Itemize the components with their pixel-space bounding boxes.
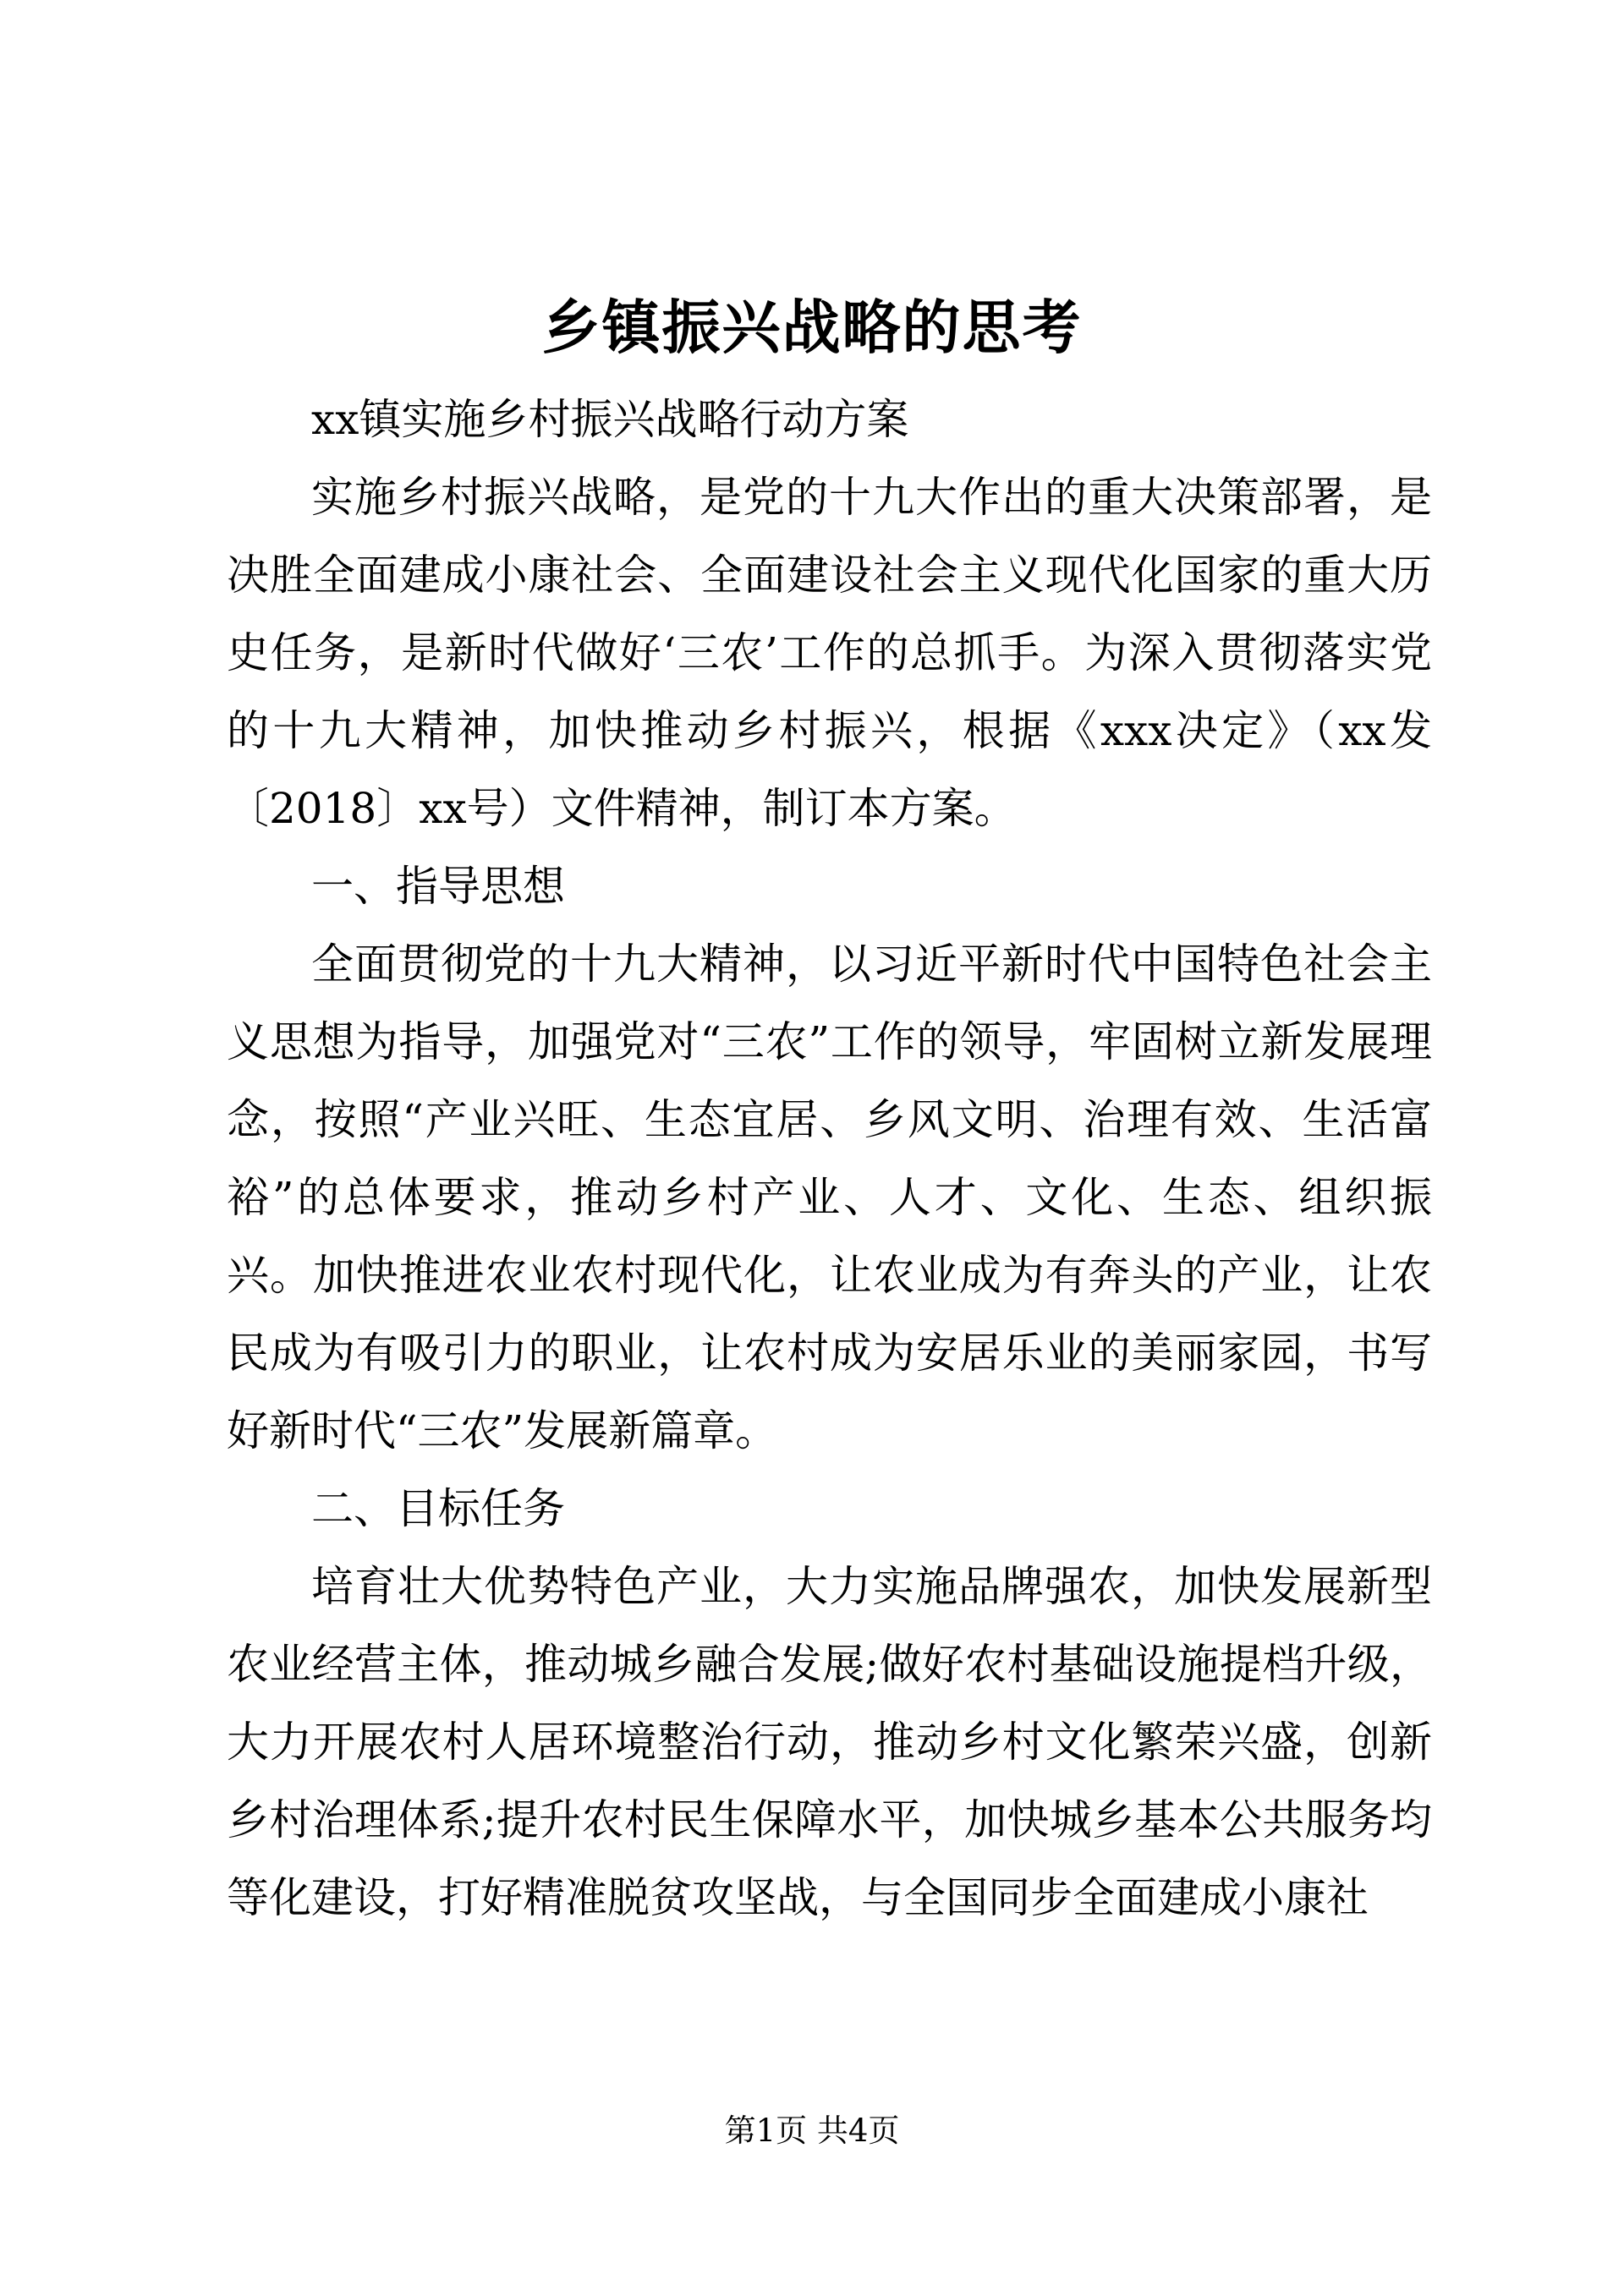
document-body (227, 381, 1432, 1937)
subtitle-paragraph: xx镇实施乡村振兴战略行动方案 (311, 395, 909, 444)
document-title: 乡镇振兴战略的思考 (541, 293, 1083, 362)
page-footer: 第1页 共4页 (724, 2112, 900, 2149)
intro-paragraph: 实施乡村振兴战略，是党的十九大作出的重大决策部署，是决胜全面建成小康社会、全面建设社会主义现代化国家的重大历史任务，是新时代做好‘三农’工作的总抓手。为深入贯彻落实党的十九大精神，加快推动乡村振兴，根据《xxx决定》（xx发〔2018〕xx号）文件精神，制订本方案。 (227, 473, 1432, 833)
goals-paragraph: 培育壮大优势特色产业，大力实施品牌强农，加快发展新型农业经营主体，推动城乡融合发展;做好农村基础设施提档升级，大力开展农村人居环境整治行动，推动乡村文化繁荣兴盛，创新乡村治理体系;提升农村民生保障水平，加快城乡基本公共服务均等化建设，打好精准脱贫攻坚战，与全国同步全面建成小康社 (227, 1562, 1432, 1922)
section-heading-goals: 二、目标任务 (311, 1484, 565, 1533)
guiding-thought-paragraph: 全面贯彻党的十九大精神，以习近平新时代中国特色社会主义思想为指导，加强党对“三农”工作的领导，牢固树立新发展理念，按照“产业兴旺、生态宜居、乡风文明、治理有效、生活富裕”的总体要求，推动乡村产业、人才、文化、生态、组织振兴。加快推进农业农村现代化，让农业成为有奔头的产业，让农民成为有吸引力的职业，让农村成为安居乐业的美丽家园，书写好新时代“三农”发展新篇章。 (227, 940, 1432, 1455)
section-heading-guiding-thought: 一、指导思想 (311, 862, 565, 911)
